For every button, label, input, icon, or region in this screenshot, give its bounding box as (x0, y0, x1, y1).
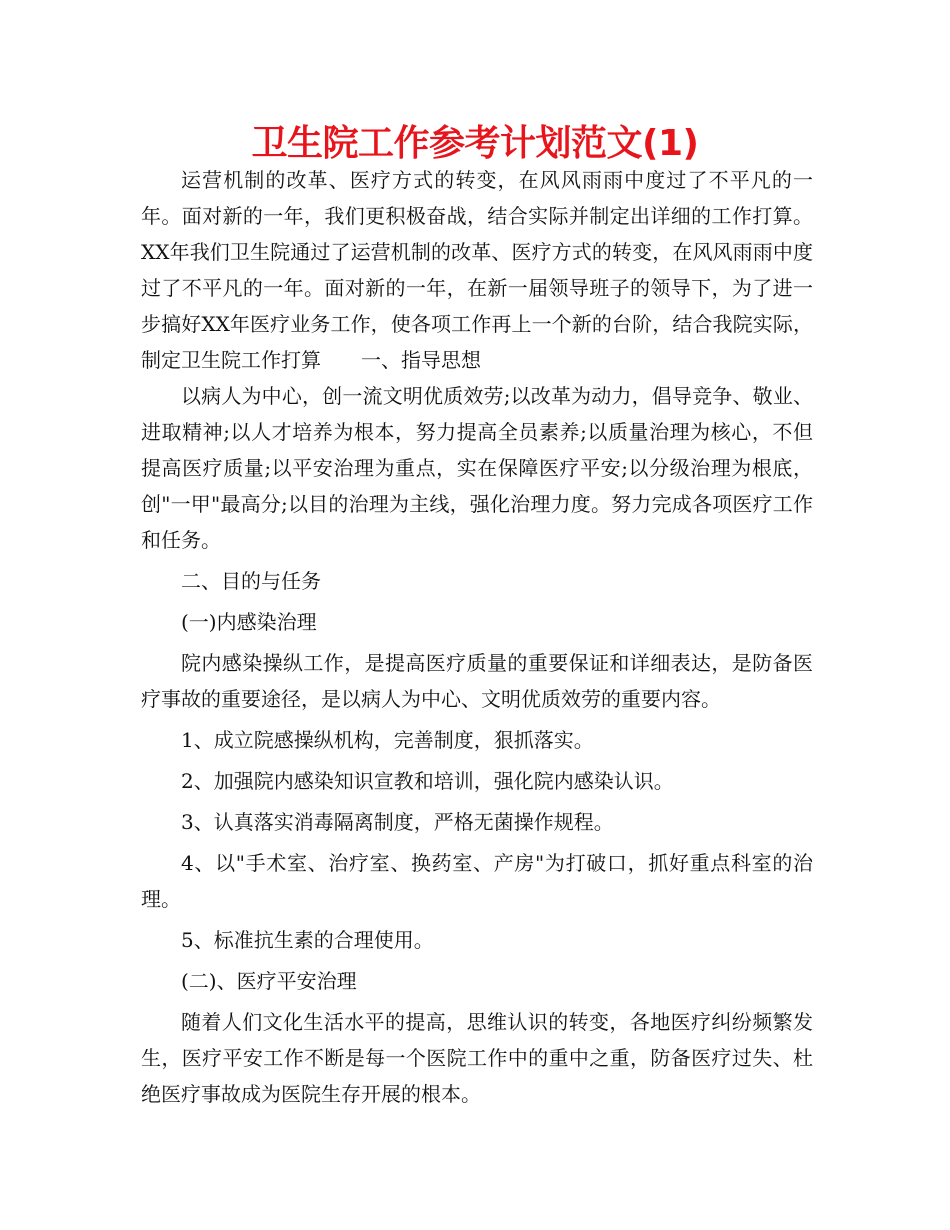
document-title: 卫生院工作参考计划范文(1) (251, 123, 699, 164)
list-item-1: 1、成立院感操纵机构，完善制度，狠抓落实。 (181, 728, 594, 752)
document-body (141, 162, 813, 1112)
subsection-heading-safety: (二)、医疗平安治理 (181, 969, 357, 993)
paragraph-infection-control: 院内感染操纵工作，是提高医疗质量的重要保证和详细表达，是防备医疗事故的重要途径，是以病人为中心、文明优质效劳的重要内容。 (141, 651, 813, 711)
paragraph-intro: 运营机制的改革、医疗方式的转变，在风风雨雨中度过了不平凡的一年。面对新的一年，我们更积极奋战，结合实际并制定出详细的工作打算。XX年我们卫生院通过了运营机制的改革、医疗方式的转变，在风风雨雨中度过了不平凡的一年。面对新的一年，在新一届领导班子的领导下，为了进一步搞好XX年医疗业务工作，使各项工作再上一个新的台阶，结合我院实际，制定卫生院工作打算 一、指导思想 (141, 168, 813, 372)
list-item-5: 5、标准抗生素的合理使用。 (181, 928, 434, 952)
paragraph-guiding-thought: 以病人为中心，创一流文明优质效劳;以改革为动力，倡导竞争、敬业、进取精神;以人才培养为根本，努力提高全员素养;以质量治理为核心，不但提高医疗质量;以平安治理为重点，实在保障医疗平安;以分级治理为根底，创"一甲"最高分;以目的治理为主线，强化治理力度。努力完成各项医疗工作和任务。 (141, 384, 813, 552)
list-item-3: 3、认真落实消毒隔离制度，严格无菌操作规程。 (181, 810, 614, 834)
list-item-2: 2、加强院内感染知识宣教和培训，强化院内感染认识。 (181, 769, 674, 793)
section-heading-goals: 二、目的与任务 (181, 569, 321, 593)
list-item-4: 4、以"手术室、治疗室、换药室、产房"为打破口，抓好重点科室的治理。 (141, 851, 813, 911)
subsection-heading-infection: (一)内感染治理 (181, 610, 317, 634)
paragraph-medical-safety: 随着人们文化生活水平的提高，思维认识的转变，各地医疗纠纷频繁发生，医疗平安工作不断是每一个医院工作中的重中之重，防备医疗过失、杜绝医疗事故成为医院生存开展的根本。 (141, 1010, 813, 1106)
